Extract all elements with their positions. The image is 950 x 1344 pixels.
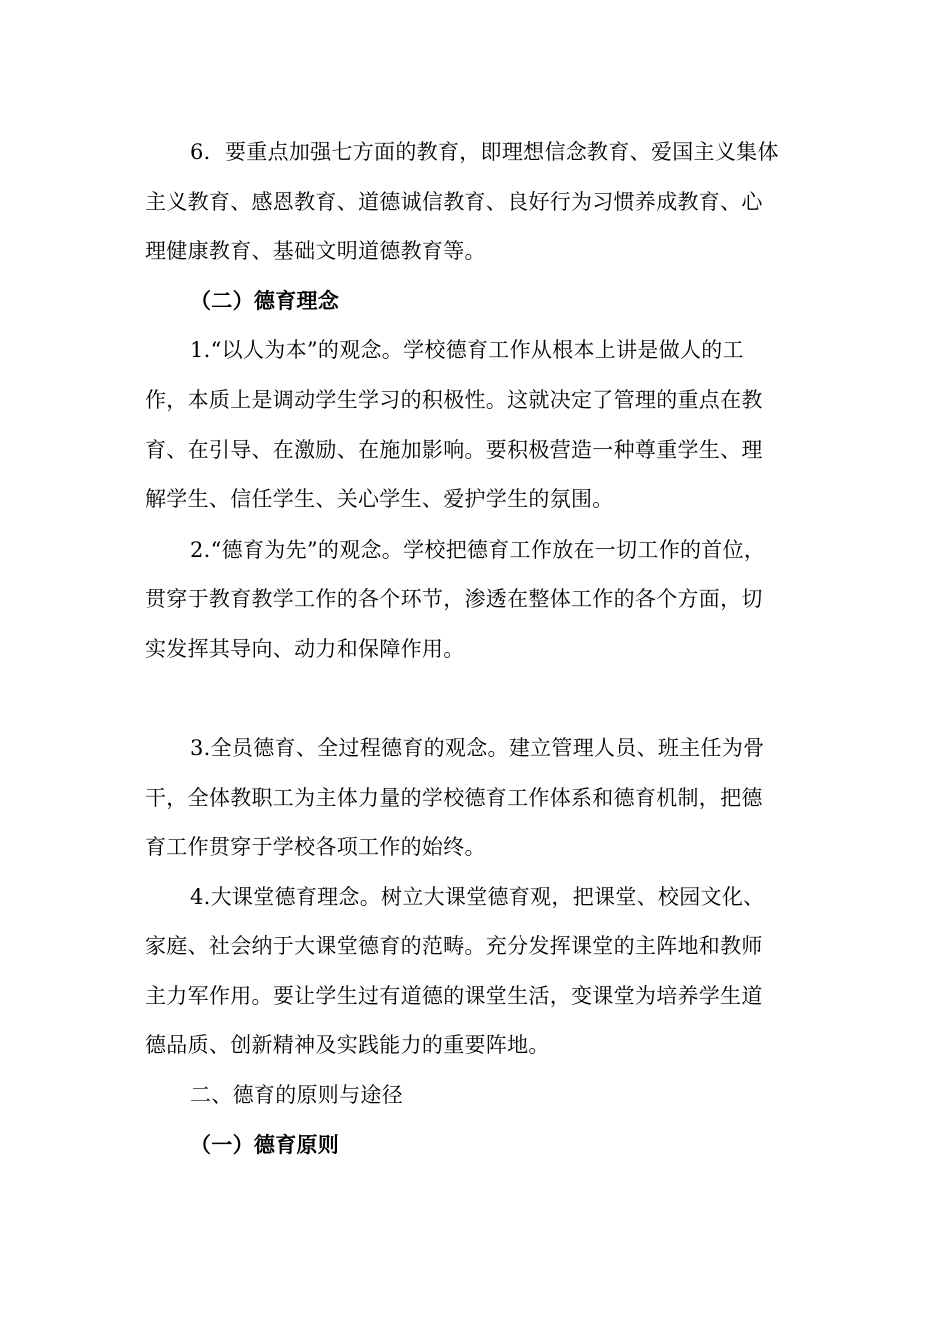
- subsection-heading-moral-education-principles: （一）德育原则: [190, 1133, 340, 1157]
- paragraph-6-line-1: 6．要重点加强七方面的教育，即理想信念教育、爱国主义集体: [190, 140, 779, 164]
- section-heading-moral-education-concept: （二）德育理念: [190, 289, 340, 313]
- concept-1-line-3: 育、在引导、在激励、在施加影响。要积极营造一种尊重学生、理: [145, 438, 763, 462]
- concept-3-line-2: 干，全体教职工为主体力量的学校德育工作体系和德育机制，把德: [145, 786, 763, 810]
- concept-3-line-1: 3.全员德育、全过程德育的观念。建立管理人员、班主任为骨: [190, 736, 765, 760]
- concept-2-line-2: 贯穿于教育教学工作的各个环节，渗透在整体工作的各个方面，切: [145, 587, 763, 611]
- section-heading-principles-and-approaches: 二、德育的原则与途径: [190, 1083, 403, 1107]
- concept-2-line-1: 2.“德育为先”的观念。学校把德育工作放在一切工作的首位，: [190, 538, 766, 562]
- concept-4-line-4: 德品质、创新精神及实践能力的重要阵地。: [145, 1033, 550, 1057]
- concept-1-line-4: 解学生、信任学生、关心学生、爱护学生的氛围。: [145, 487, 614, 511]
- concept-1-line-2: 作，本质上是调动学生学习的积极性。这就决定了管理的重点在教: [145, 388, 763, 412]
- concept-3-line-3: 育工作贯穿于学校各项工作的始终。: [145, 835, 486, 859]
- paragraph-6-line-2: 主义教育、感恩教育、道德诚信教育、良好行为习惯养成教育、心: [145, 190, 763, 214]
- concept-4-line-1: 4.大课堂德育理念。树立大课堂德育观，把课堂、校园文化、: [190, 885, 765, 909]
- concept-2-line-3: 实发挥其导向、动力和保障作用。: [145, 637, 465, 661]
- concept-4-line-2: 家庭、社会纳于大课堂德育的范畴。充分发挥课堂的主阵地和教师: [145, 934, 763, 958]
- paragraph-6-line-3: 理健康教育、基础文明道德教育等。: [145, 239, 486, 263]
- concept-4-line-3: 主力军作用。要让学生过有道德的课堂生活，变课堂为培养学生道: [145, 984, 763, 1008]
- concept-1-line-1: 1.“以人为本”的观念。学校德育工作从根本上讲是做人的工: [190, 338, 744, 362]
